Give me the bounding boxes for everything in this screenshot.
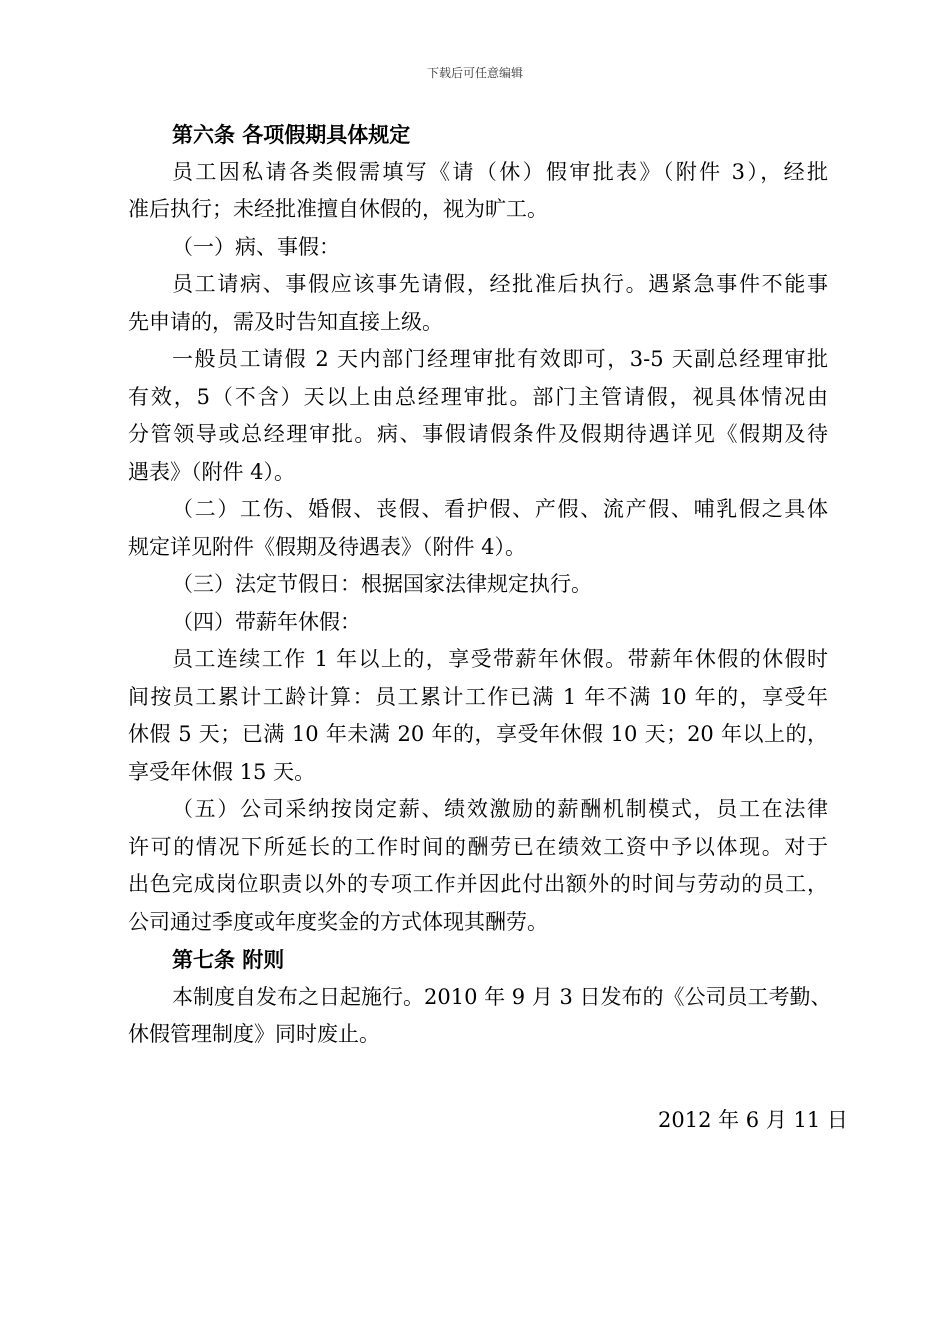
doc-line: 员工请病、事假应该事先请假，经批准后执行。遇紧急事件不能事	[172, 272, 828, 296]
document-date: 2012 年 6 月 11 日	[658, 1108, 848, 1132]
doc-line: 先申请的，需及时告知直接上级。	[128, 309, 443, 334]
doc-line: 享受年休假 15 天。	[128, 759, 316, 784]
doc-line: 有效，5（不含）天以上由总经理审批。部门主管请假，视具体情况由	[128, 384, 828, 409]
doc-line: 员工因私请各类假需填写《请（休）假审批表》（附件 3），经批	[172, 159, 828, 184]
doc-line: 第七条 附则	[172, 947, 285, 972]
doc-line: 公司通过季度或年度奖金的方式体现其酬劳。	[128, 909, 548, 934]
doc-line: 遇表》（附件 4）。	[128, 459, 296, 484]
doc-line: 一般员工请假 2 天内部门经理审批有效即可，3-5 天副总经理审批	[172, 347, 828, 371]
header-note: 下载后可任意编辑	[426, 66, 523, 80]
doc-line: 员工连续工作 1 年以上的，享受带薪年休假。带薪年休假的休假时	[172, 647, 828, 671]
doc-line: 准后执行；未经批准擅自休假的，视为旷工。	[128, 197, 548, 221]
doc-line: 许可的情况下所延长的工作时间的酬劳已在绩效工资中予以体现。对于	[128, 834, 828, 859]
doc-line: 本制度自发布之日起施行。2010 年 9 月 3 日发布的《公司员工考勤、	[172, 984, 832, 1009]
doc-line: 休假管理制度》同时废止。	[128, 1022, 380, 1046]
doc-line: （五）公司采纳按岗定薪、绩效激励的薪酬机制模式，员工在法律	[172, 797, 828, 821]
doc-line: 休假 5 天；已满 10 年未满 20 年的，享受年休假 10 天；20 年以上的，	[128, 722, 828, 746]
doc-line: 第六条 各项假期具体规定	[172, 122, 411, 147]
doc-line: 规定详见附件《假期及待遇表》（附件 4）。	[128, 534, 527, 559]
document-body	[128, 116, 832, 1054]
doc-line: 出色完成岗位职责以外的专项工作并因此付出额外的时间与劳动的员工，	[128, 872, 828, 896]
doc-line: （一）病、事假：	[172, 234, 340, 259]
doc-line: 间按员工累计工龄计算：员工累计工作已满 1 年不满 10 年的，享受年	[128, 684, 828, 709]
doc-line: （四）带薪年休假：	[172, 609, 361, 634]
doc-line: 分管领导或总经理审批。病、事假请假条件及假期待遇详见《假期及待	[128, 422, 828, 446]
doc-line: （三）法定节假日：根据国家法律规定执行。	[172, 572, 592, 596]
doc-line: （二）工伤、婚假、丧假、看护假、产假、流产假、哺乳假之具体	[172, 497, 828, 521]
